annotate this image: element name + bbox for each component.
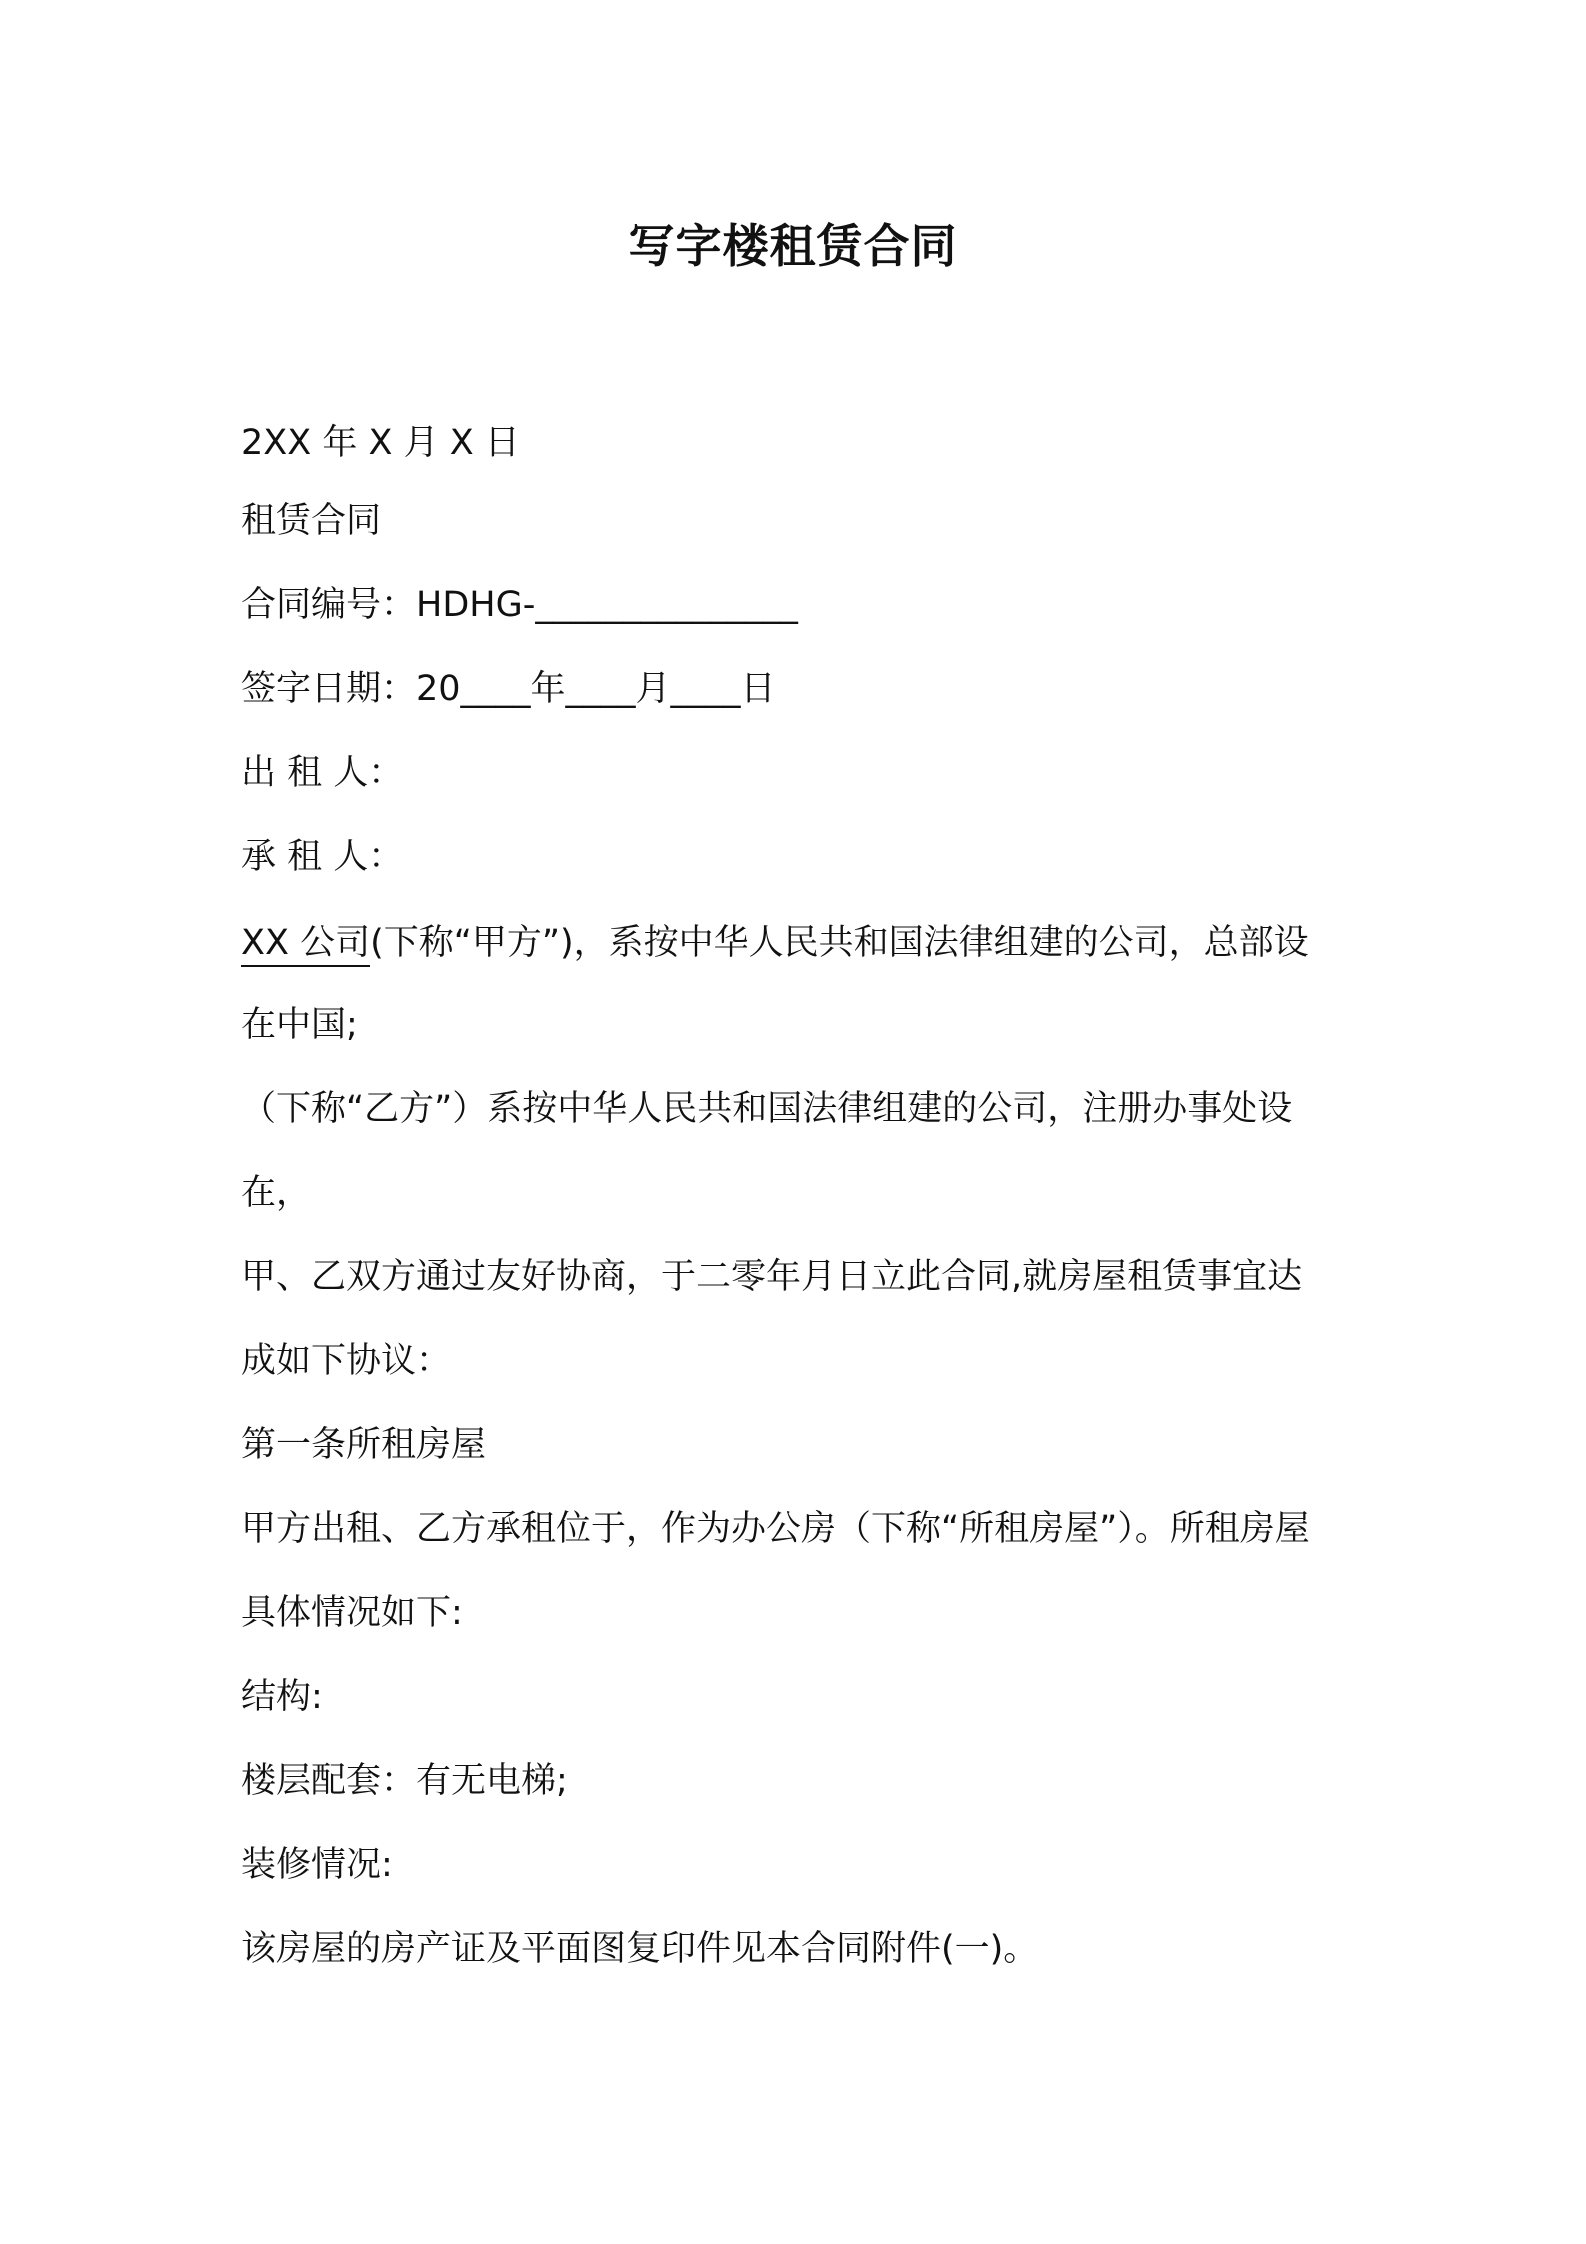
party-a-name: XX 公司 [241,921,370,967]
party-b-line-continued: 在， [241,1173,312,1213]
document-title: 写字楼租赁合同 [628,219,958,273]
agreement-line-continued: 成如下协议： [241,1341,452,1381]
contract-label: 租赁合同 [241,501,382,541]
lessor-line: 出 租 人： [241,753,404,793]
date-line: 2XX 年 X 月 X 日 [241,423,520,463]
attachment-line: 该房屋的房产证及平面图复印件见本合同附件(一)。 [241,1929,1039,1969]
party-a-description: (下称“甲方”)，系按中华人民共和国法律组建的公司，总部设 [370,923,1309,963]
structure-line: 结构: [241,1677,323,1717]
signing-date-line: 签字日期：20____年____月____日 [241,669,776,709]
party-a-line-continued: 在中国; [241,1005,358,1045]
decoration-line: 装修情况: [241,1845,393,1885]
party-a-line [241,918,1371,968]
lessee-line: 承 租 人： [241,837,404,877]
floor-facilities-line: 楼层配套：有无电梯; [241,1761,568,1801]
article-one-text-continued: 具体情况如下: [241,1593,463,1633]
contract-number-line: 合同编号：HDHG-_______________ [241,585,798,625]
article-one-text: 甲方出租、乙方承租位于，作为办公房（下称“所租房屋”）。所租房屋 [241,1509,1310,1549]
agreement-line: 甲、乙双方通过友好协商，于二零年月日立此合同,就房屋租赁事宜达 [241,1257,1303,1297]
article-one-heading: 第一条所租房屋 [241,1425,487,1465]
party-b-line: （下称“乙方”）系按中华人民共和国法律组建的公司，注册办事处设 [241,1089,1293,1129]
